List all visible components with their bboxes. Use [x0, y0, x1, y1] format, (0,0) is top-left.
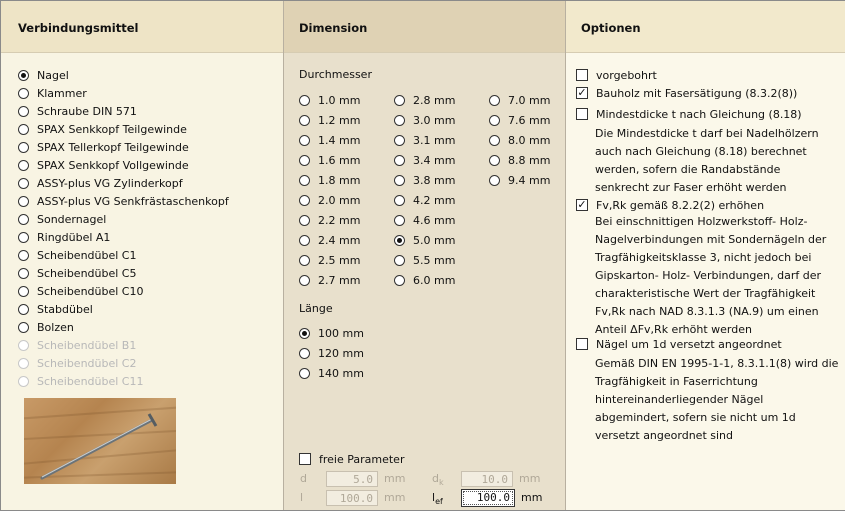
fastener-radio[interactable]: [18, 286, 29, 297]
diameter-radio[interactable]: [394, 95, 405, 106]
freie-parameter-label: freie Parameter: [319, 452, 405, 466]
diameter-label: 5.5 mm: [413, 253, 456, 267]
description-line: Fv,Rk nach NAD 8.3.1.3 (NA.9) um einen: [595, 305, 819, 318]
param-lef-label: [432, 491, 443, 506]
fvrk-checkbox[interactable]: [576, 197, 764, 213]
fastener-label: Scheibendübel C11: [37, 374, 144, 388]
description-line: Bei einschnittigen Holzwerkstoff- Holz-: [595, 215, 808, 228]
fastener-option[interactable]: [18, 157, 189, 173]
diameter-label: 2.0 mm: [318, 193, 361, 207]
diameter-option[interactable]: [299, 232, 360, 248]
dimension-panel: [284, 1, 566, 510]
description-line: werden, sofern die Randabstände: [595, 163, 781, 176]
diameter-radio[interactable]: [394, 275, 405, 286]
diameter-option[interactable]: [394, 232, 455, 248]
fastener-label: Scheibendübel B1: [37, 338, 137, 352]
fastener-label: Schraube DIN 571: [37, 104, 137, 118]
fastener-radio: [18, 376, 29, 387]
diameter-label: 1.2 mm: [318, 113, 361, 127]
diameter-option[interactable]: [299, 212, 360, 228]
diameter-label: 5.0 mm: [413, 233, 456, 247]
fastener-radio: [18, 340, 29, 351]
fastener-radio[interactable]: [18, 88, 29, 99]
versetzt-description: [595, 355, 838, 445]
mindestdicke-box[interactable]: [576, 108, 588, 120]
versetzt-checkbox[interactable]: [576, 336, 782, 352]
versetzt-box[interactable]: [576, 338, 588, 350]
diameter-option[interactable]: [299, 252, 360, 268]
diameter-option[interactable]: [394, 192, 455, 208]
diameter-option[interactable]: [299, 272, 360, 288]
length-option[interactable]: [299, 345, 364, 361]
description-line: auch nach Gleichung (8.18) berechnet: [595, 145, 807, 158]
fastener-label: Stabdübel: [37, 302, 93, 316]
diameter-radio[interactable]: [394, 215, 405, 226]
fastener-label: ASSY-plus VG Zylinderkopf: [37, 176, 183, 190]
durchmesser-title: Durchmesser: [299, 68, 372, 81]
diameter-radio[interactable]: [394, 115, 405, 126]
length-radio[interactable]: [299, 348, 310, 359]
diameter-label: 4.2 mm: [413, 193, 456, 207]
fastener-option[interactable]: [18, 121, 187, 137]
diameter-label: 1.4 mm: [318, 133, 361, 147]
description-line: senkrecht zur Faser erhöht werden: [595, 181, 787, 194]
diameter-option[interactable]: [394, 132, 455, 148]
param-lef-sub: ef: [435, 497, 443, 507]
fastener-option[interactable]: [18, 229, 110, 245]
fastener-option[interactable]: [18, 319, 74, 335]
freie-parameter-checkbox[interactable]: [299, 451, 404, 467]
fastener-option[interactable]: [18, 301, 93, 317]
fastener-label: Scheibendübel C5: [37, 266, 137, 280]
nail-icon: [24, 398, 176, 484]
diameter-option[interactable]: [489, 112, 550, 128]
diameter-label: 3.0 mm: [413, 113, 456, 127]
diameter-option[interactable]: [489, 152, 550, 168]
diameter-option[interactable]: [489, 92, 550, 108]
nail-photo: [24, 398, 176, 484]
fastener-option: [18, 355, 136, 371]
fastener-label: Scheibendübel C1: [37, 248, 137, 262]
diameter-option[interactable]: [299, 152, 360, 168]
diameter-label: 6.0 mm: [413, 273, 456, 287]
diameter-radio[interactable]: [489, 155, 500, 166]
diameter-option[interactable]: [299, 92, 360, 108]
diameter-option[interactable]: [394, 272, 455, 288]
diameter-radio[interactable]: [394, 135, 405, 146]
fastener-radio[interactable]: [18, 304, 29, 315]
fastener-option: [18, 337, 136, 353]
diameter-label: 2.2 mm: [318, 213, 361, 227]
diameter-label: 1.8 mm: [318, 173, 361, 187]
options-header: Optionen: [566, 1, 845, 53]
param-l-label: l: [300, 491, 304, 504]
fastener-radio[interactable]: [18, 268, 29, 279]
param-dk-sub: k: [438, 478, 444, 488]
length-radio[interactable]: [299, 368, 310, 379]
param-lef-unit: mm: [521, 491, 543, 504]
versetzt-label: Nägel um 1d versetzt angeordnet: [596, 337, 782, 351]
laenge-title: Länge: [299, 302, 333, 315]
mindestdicke-description: [595, 125, 819, 197]
description-line: Gipskarton- Holz- Verbindungen, darf der: [595, 269, 822, 282]
fastener-label: ASSY-plus VG Senkfrästaschenkopf: [37, 194, 229, 208]
length-label: 120 mm: [318, 346, 364, 360]
description-line: Nagelverbindungen mit Sondernägeln der: [595, 233, 827, 246]
fastener-radio[interactable]: [18, 232, 29, 243]
fastener-label: Nagel: [37, 68, 69, 82]
fastener-option[interactable]: [18, 247, 136, 263]
param-dk-letter: d: [432, 472, 439, 485]
diameter-option[interactable]: [489, 172, 550, 188]
diameter-radio[interactable]: [489, 115, 500, 126]
diameter-label: 9.4 mm: [508, 173, 551, 187]
param-dk-unit: mm: [519, 472, 541, 485]
description-line: hintereinanderliegender Nägel: [595, 393, 764, 406]
fastener-option[interactable]: [18, 193, 229, 209]
length-option[interactable]: [299, 325, 364, 341]
fastener-radio[interactable]: [18, 160, 29, 171]
fvrk-description: [595, 213, 826, 339]
diameter-label: 3.8 mm: [413, 173, 456, 187]
diameter-radio[interactable]: [299, 235, 310, 246]
param-l-unit: mm: [384, 491, 406, 504]
diameter-option[interactable]: [299, 112, 360, 128]
fvrk-box[interactable]: ✓: [577, 198, 587, 211]
description-line: versetzt angeordnet sind: [595, 429, 733, 442]
diameter-label: 8.0 mm: [508, 133, 551, 147]
description-line: Tragfähigkeitsklasse 3, nicht jedoch bei: [595, 251, 812, 264]
diameter-label: 7.0 mm: [508, 93, 551, 107]
fastener-radio[interactable]: [18, 322, 29, 333]
description-line: Anteil ΔFv,Rk erhöht werden: [595, 323, 752, 336]
diameter-radio[interactable]: [299, 255, 310, 266]
description-line: Die Mindestdicke t darf bei Nadelhölzern: [595, 127, 819, 140]
vorgebohrt-checkbox[interactable]: [576, 67, 657, 83]
length-radio[interactable]: [299, 328, 310, 339]
diameter-radio[interactable]: [299, 155, 310, 166]
param-d-label: d: [300, 472, 307, 485]
fastener-option[interactable]: [18, 265, 136, 281]
diameter-label: 4.6 mm: [413, 213, 456, 227]
description-line: charakteristische Wert der Tragfähigkeit: [595, 287, 816, 300]
description-line: Tragfähigkeit in Faserrichtung: [595, 375, 758, 388]
diameter-radio[interactable]: [489, 135, 500, 146]
diameter-option[interactable]: [394, 92, 455, 108]
length-label: 140 mm: [318, 366, 364, 380]
diameter-radio[interactable]: [394, 155, 405, 166]
options-panel: [566, 1, 845, 510]
diameter-label: 2.7 mm: [318, 273, 361, 287]
fastener-label: SPAX Senkkopf Teilgewinde: [37, 122, 187, 136]
diameter-radio[interactable]: [394, 235, 405, 246]
param-dk-label: [432, 472, 444, 487]
fvrk-label: Fv,Rk gemäß 8.2.2(2) erhöhen: [596, 198, 765, 212]
fastener-radio[interactable]: [18, 214, 29, 225]
description-line: abgemindert, sofern sie nicht um 1d: [595, 411, 796, 424]
freie-parameter-box[interactable]: [299, 453, 311, 465]
diameter-radio[interactable]: [299, 175, 310, 186]
fastener-panel: [1, 1, 284, 510]
diameter-radio[interactable]: [489, 175, 500, 186]
diameter-option[interactable]: [394, 112, 455, 128]
param-lef-letter: l: [432, 491, 436, 504]
bauholz-label: Bauholz mit Fasersätigung (8.3.2(8)): [596, 86, 798, 100]
diameter-option[interactable]: [489, 132, 550, 148]
diameter-radio[interactable]: [299, 95, 310, 106]
fastener-radio[interactable]: [18, 124, 29, 135]
diameter-label: 1.6 mm: [318, 153, 361, 167]
diameter-radio[interactable]: [394, 255, 405, 266]
diameter-label: 3.4 mm: [413, 153, 456, 167]
fastener-header: Verbindungsmittel: [1, 1, 283, 53]
diameter-option[interactable]: [394, 212, 455, 228]
diameter-option[interactable]: [394, 152, 455, 168]
param-dk-input[interactable]: 10.0: [461, 471, 513, 487]
diameter-option[interactable]: [394, 252, 455, 268]
fastener-option[interactable]: [18, 103, 137, 119]
fastener-option[interactable]: [18, 175, 183, 191]
param-d-unit: mm: [384, 472, 406, 485]
bauholz-box[interactable]: ✓: [577, 86, 587, 99]
description-line: Gemäß DIN EN 1995-1-1, 8.3.1.1(8) wird die: [595, 357, 839, 370]
fastener-label: Ringdübel A1: [37, 230, 111, 244]
diameter-radio[interactable]: [299, 115, 310, 126]
diameter-label: 3.1 mm: [413, 133, 456, 147]
fastener-radio[interactable]: [18, 106, 29, 117]
fastener-option[interactable]: [18, 139, 189, 155]
fastener-label: Scheibendübel C10: [37, 284, 144, 298]
fastener-label: Sondernagel: [37, 212, 107, 226]
fastener-label: SPAX Tellerkopf Teilgewinde: [37, 140, 189, 154]
diameter-radio[interactable]: [299, 275, 310, 286]
dimension-header: Dimension: [284, 1, 565, 53]
fastener-label: SPAX Senkkopf Vollgewinde: [37, 158, 189, 172]
diameter-radio[interactable]: [299, 135, 310, 146]
diameter-radio[interactable]: [489, 95, 500, 106]
fastener-label: Bolzen: [37, 320, 74, 334]
fastener-option[interactable]: [18, 67, 69, 83]
diameter-label: 8.8 mm: [508, 153, 551, 167]
fastener-radio: [18, 358, 29, 369]
diameter-radio[interactable]: [394, 195, 405, 206]
fastener-option[interactable]: [18, 85, 87, 101]
diameter-option[interactable]: [299, 132, 360, 148]
diameter-label: 2.8 mm: [413, 93, 456, 107]
diameter-radio[interactable]: [299, 195, 310, 206]
fastener-radio[interactable]: [18, 142, 29, 153]
vorgebohrt-label: vorgebohrt: [596, 68, 657, 82]
diameter-label: 2.4 mm: [318, 233, 361, 247]
diameter-radio[interactable]: [394, 175, 405, 186]
fastener-option[interactable]: [18, 283, 143, 299]
diameter-option[interactable]: [394, 172, 455, 188]
fastener-label: Scheibendübel C2: [37, 356, 137, 370]
vorgebohrt-box[interactable]: [576, 69, 588, 81]
param-l-input[interactable]: 100.0: [326, 490, 378, 506]
length-option[interactable]: [299, 365, 364, 381]
param-d-input[interactable]: 5.0: [326, 471, 378, 487]
fastener-radio[interactable]: [18, 178, 29, 189]
length-label: 100 mm: [318, 326, 364, 340]
diameter-label: 2.5 mm: [318, 253, 361, 267]
fastener-radio[interactable]: [18, 70, 29, 81]
fastener-option[interactable]: [18, 211, 106, 227]
fastener-option: [18, 373, 143, 389]
diameter-option[interactable]: [299, 172, 360, 188]
diameter-option[interactable]: [299, 192, 360, 208]
mindestdicke-label: Mindestdicke t nach Gleichung (8.18): [596, 107, 802, 121]
diameter-label: 1.0 mm: [318, 93, 361, 107]
diameter-radio[interactable]: [299, 215, 310, 226]
fastener-label: Klammer: [37, 86, 87, 100]
bauholz-checkbox[interactable]: [576, 85, 797, 101]
diameter-label: 7.6 mm: [508, 113, 551, 127]
fastener-radio[interactable]: [18, 196, 29, 207]
mindestdicke-checkbox[interactable]: [576, 106, 802, 122]
fastener-radio[interactable]: [18, 250, 29, 261]
param-lef-input[interactable]: 100.0: [461, 489, 515, 507]
